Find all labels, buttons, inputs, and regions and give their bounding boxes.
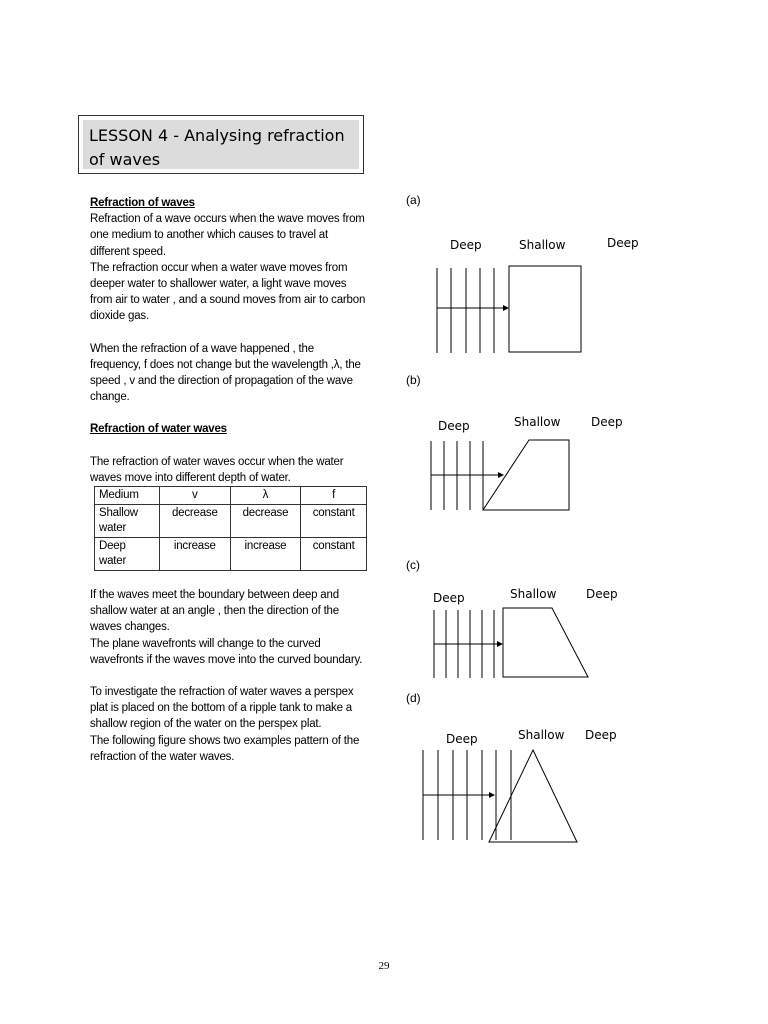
paragraph: The following figure shows two examples pattern of the refraction of the water waves. [90, 734, 360, 763]
paragraph: When the refraction of a wave happened , the frequency, f does not change but the wavelength ,λ, the speed , v and the direction of propagation of the wave change. [90, 342, 361, 404]
table-cell: increase [160, 538, 231, 571]
table-header: Medium [95, 487, 160, 505]
table-cell: Shallow water [95, 505, 160, 538]
table-header: v [160, 487, 231, 505]
figure-label: (a) [406, 193, 421, 207]
deep-label: Deep [591, 415, 623, 429]
table-cell: constant [301, 538, 367, 571]
heading-refraction-of-waves: Refraction of waves [90, 197, 195, 209]
figure-label: (b) [406, 373, 421, 387]
table-header: f [301, 487, 367, 505]
deep-label: Deep [446, 732, 478, 746]
table-cell: increase [230, 538, 301, 571]
table-cell: decrease [230, 505, 301, 538]
shallow-label: Shallow [510, 587, 557, 601]
deep-label: Deep [586, 587, 618, 601]
table-cell: decrease [160, 505, 231, 538]
paragraph: Refraction of a wave occurs when the wave moves from one medium to another which causes to travel at different speed. [90, 213, 365, 258]
shallow-label: Shallow [514, 415, 561, 429]
deep-label: Deep [438, 419, 470, 433]
table-cell: constant [301, 505, 367, 538]
table-header: λ [230, 487, 301, 505]
wavefronts [437, 268, 494, 353]
deep-label: Deep [450, 238, 482, 252]
deep-label: Deep [433, 591, 465, 605]
shallow-region [489, 750, 577, 842]
heading-refraction-of-water-waves: Refraction of water waves [90, 423, 227, 436]
shallow-region [503, 608, 588, 677]
paragraph: To investigate the refraction of water waves a perspex plat is placed on the bottom of a ripple tank to make a shallow region of the water on the perspex plat. [90, 686, 354, 731]
figure-label: (d) [406, 691, 421, 705]
lesson-title-line2: of waves [89, 150, 161, 169]
lesson-title-line1: LESSON 4 - Analysing refraction [89, 126, 345, 145]
shallow-label: Shallow [518, 728, 565, 742]
deep-label: Deep [607, 236, 639, 250]
paragraph: The plane wavefronts will change to the curved wavefronts if the waves move into the curved boundary. [90, 637, 363, 666]
paragraph: If the waves meet the boundary between deep and shallow water at an angle , then the direction of the waves changes. [90, 589, 339, 634]
figure-label: (c) [406, 558, 420, 572]
table-cell: Deep water [95, 538, 160, 571]
shallow-label: Shallow [519, 238, 566, 252]
paragraph: The refraction occur when a water wave moves from deeper water to shallower water, a light wave moves from air to water , and a sound moves from air to carbon dioxide gas. [90, 261, 366, 323]
deep-label: Deep [585, 728, 617, 742]
figure-c [406, 558, 618, 678]
figure-b [406, 373, 623, 510]
figure-a [406, 193, 639, 353]
paragraph: The refraction of water waves occur when the water waves move into different depth of water. [90, 455, 344, 484]
shallow-region [509, 266, 581, 352]
page-number: 29 [378, 960, 390, 972]
figure-d [406, 691, 617, 842]
